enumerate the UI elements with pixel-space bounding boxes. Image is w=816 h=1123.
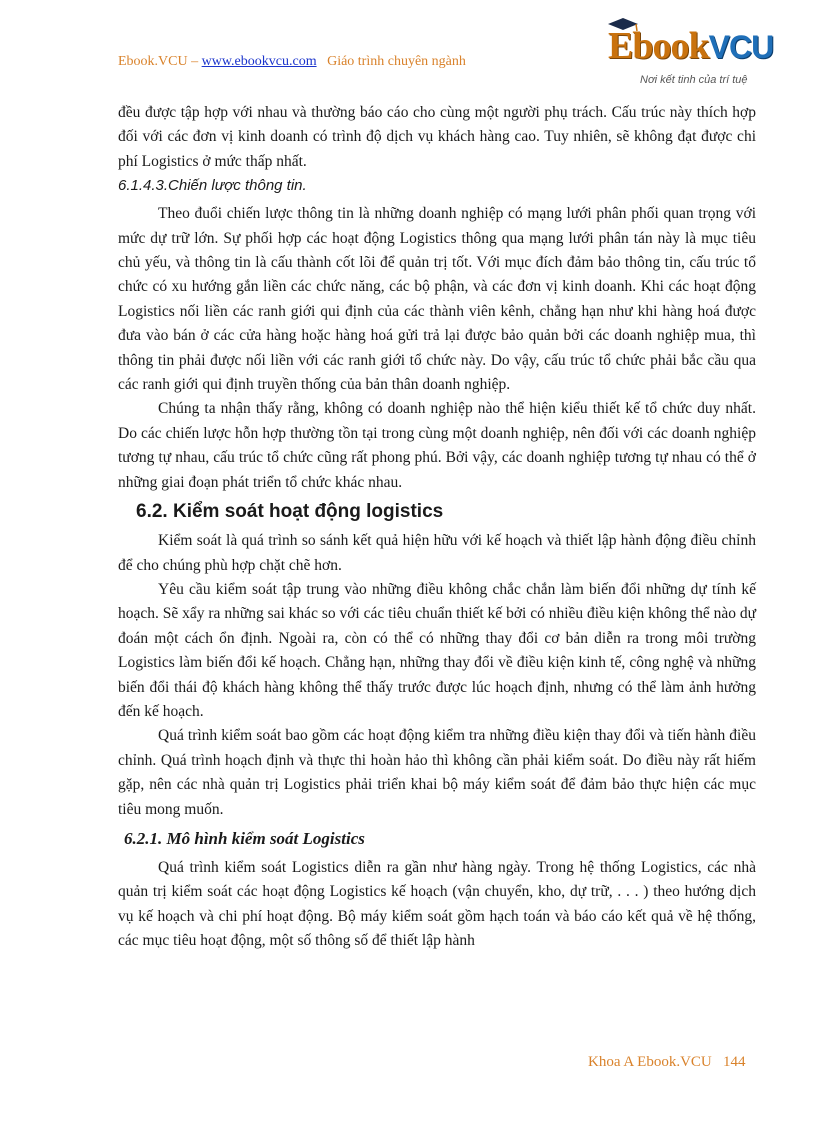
header-subject: Giáo trình chuyên ngành: [327, 54, 466, 69]
paragraph: đều được tập hợp với nhau và thường báo cáo cho cùng một người phụ trách. Cấu trúc này thích hợp đối với các đơn vị kinh doanh có trình độ dịch vụ khách hàng cao. Tuy nhiên, sẽ không đạt được chi phí Logistics ở mức thấp nhất.: [118, 104, 756, 170]
header-link[interactable]: www.ebookvcu.com: [201, 54, 317, 69]
header-brand: Ebook.VCU: [118, 54, 188, 69]
paragraph: Yêu cầu kiểm soát tập trung vào những điều không chắc chắn làm biến đổi những dự tính kế hoạch. Sẽ xẩy ra những sai khác so với các tiêu chuẩn thiết kế bởi có nhiều điều kiện không thể nào dự đoán một cách ổn định. Ngoài ra, còn có thể có những thay đổi cơ bản diễn ra trong môi trường Logistics làm biến đổi kế hoạch. Chẳng hạn, những thay đổi về điều kiện kinh tế, công nghệ và những biến đổi thái độ khách hàng không thể thấy trước được lúc hoạch định, nhưng có thể làm ảnh hưởng đến kế hoạch.: [118, 580, 756, 720]
ebook-vcu-logo: [604, 18, 779, 96]
page-number: 144: [723, 1054, 746, 1070]
logo-suffix-text: VCU: [708, 29, 774, 65]
footer-label: Khoa A Ebook.VCU: [588, 1054, 712, 1070]
page-body: [118, 101, 756, 954]
paragraph: Theo đuổi chiến lược thông tin là những doanh nghiệp có mạng lưới phân phối quan trọng với mức dự trữ lớn. Sự phối hợp các hoạt động Logistics thông qua mạng lưới phân tán này là mục tiêu chủ yếu, và thông tin là cấu thành cốt lõi để quản trị tốt. Với mục đích đảm bảo thông tin, cấu trúc tổ chức có xu hướng gắn liền các chức năng, các bộ phận, và các đơn vị kinh doanh. Khi các hoạt động Logistics nối liền các ranh giới qui định của các thành viên kênh, chẳng hạn như khi hàng hoá được đưa vào bán ở các cửa hàng hoặc hàng hoá gửi trả lại được bảo quản bởi các doanh nghiệp mua, thì thông tin phải được nối liền với các ranh giới tổ chức này. Do vậy, cấu trúc tổ chức phải bắc cầu qua các ranh giới qui định truyền thống của bản thân doanh nghiệp.: [118, 205, 756, 394]
logo-tagline: Nơi kết tinh của trí tuệ: [640, 74, 748, 86]
paragraph: Quá trình kiểm soát bao gồm các hoạt động kiểm tra những điều kiện thay đổi và tiến hành điều chỉnh. Quá trình hoạch định và thực thi hoàn hảo thì không cần phải kiểm soát. Do điều này rất hiếm gặp, nên các nhà quản trị Logistics phải triển khai bộ máy kiểm soát để đảm bảo thực hiện các mục tiêu mong muốn.: [118, 727, 756, 818]
subsection-heading-6-1-4-3: 6.1.4.3.Chiến lược thông tin.: [118, 177, 307, 195]
logo-main-text: Ebook: [608, 25, 709, 67]
paragraph: Kiểm soát là quá trình so sánh kết quả hiện hữu với kế hoạch và thiết lập hành động điều chỉnh để cho chúng phù hợp chặt chẽ hơn.: [118, 532, 756, 574]
logo-wordmark: [608, 24, 773, 68]
section-heading-6-2: 6.2. Kiểm soát hoạt động logistics: [136, 501, 444, 523]
running-footer: [588, 1054, 746, 1071]
running-header: [118, 54, 466, 70]
subsection-heading-6-2-1: 6.2.1. Mô hình kiểm soát Logistics: [124, 828, 365, 848]
paragraph: Chúng ta nhận thấy rằng, không có doanh nghiệp nào thể hiện kiểu thiết kế tổ chức duy nhất. Do các chiến lược hỗn hợp thường tồn tại trong cùng một doanh nghiệp, nên đối với các doanh nghiệp tương tự nhau, cấu trúc tổ chức cũng rất phong phú. Bởi vậy, các doanh nghiệp tương tự nhau có thể ở những giai đoạn phát triển tổ chức khác nhau.: [118, 400, 756, 491]
header-separator: –: [191, 54, 199, 69]
paragraph: Quá trình kiểm soát Logistics diễn ra gần như hàng ngày. Trong hệ thống Logistics, các nhà quản trị kiểm soát các hoạt động Logistics kế hoạch (vận chuyển, kho, dự trữ, . . . ) theo hướng dịch vụ kế hoạch và chi phí hoạt động. Bộ máy kiểm soát gồm hạch toán và báo cáo kết quả về hệ thống, các mục tiêu hoạt động, một số thông số để thiết lập hành: [118, 858, 756, 950]
